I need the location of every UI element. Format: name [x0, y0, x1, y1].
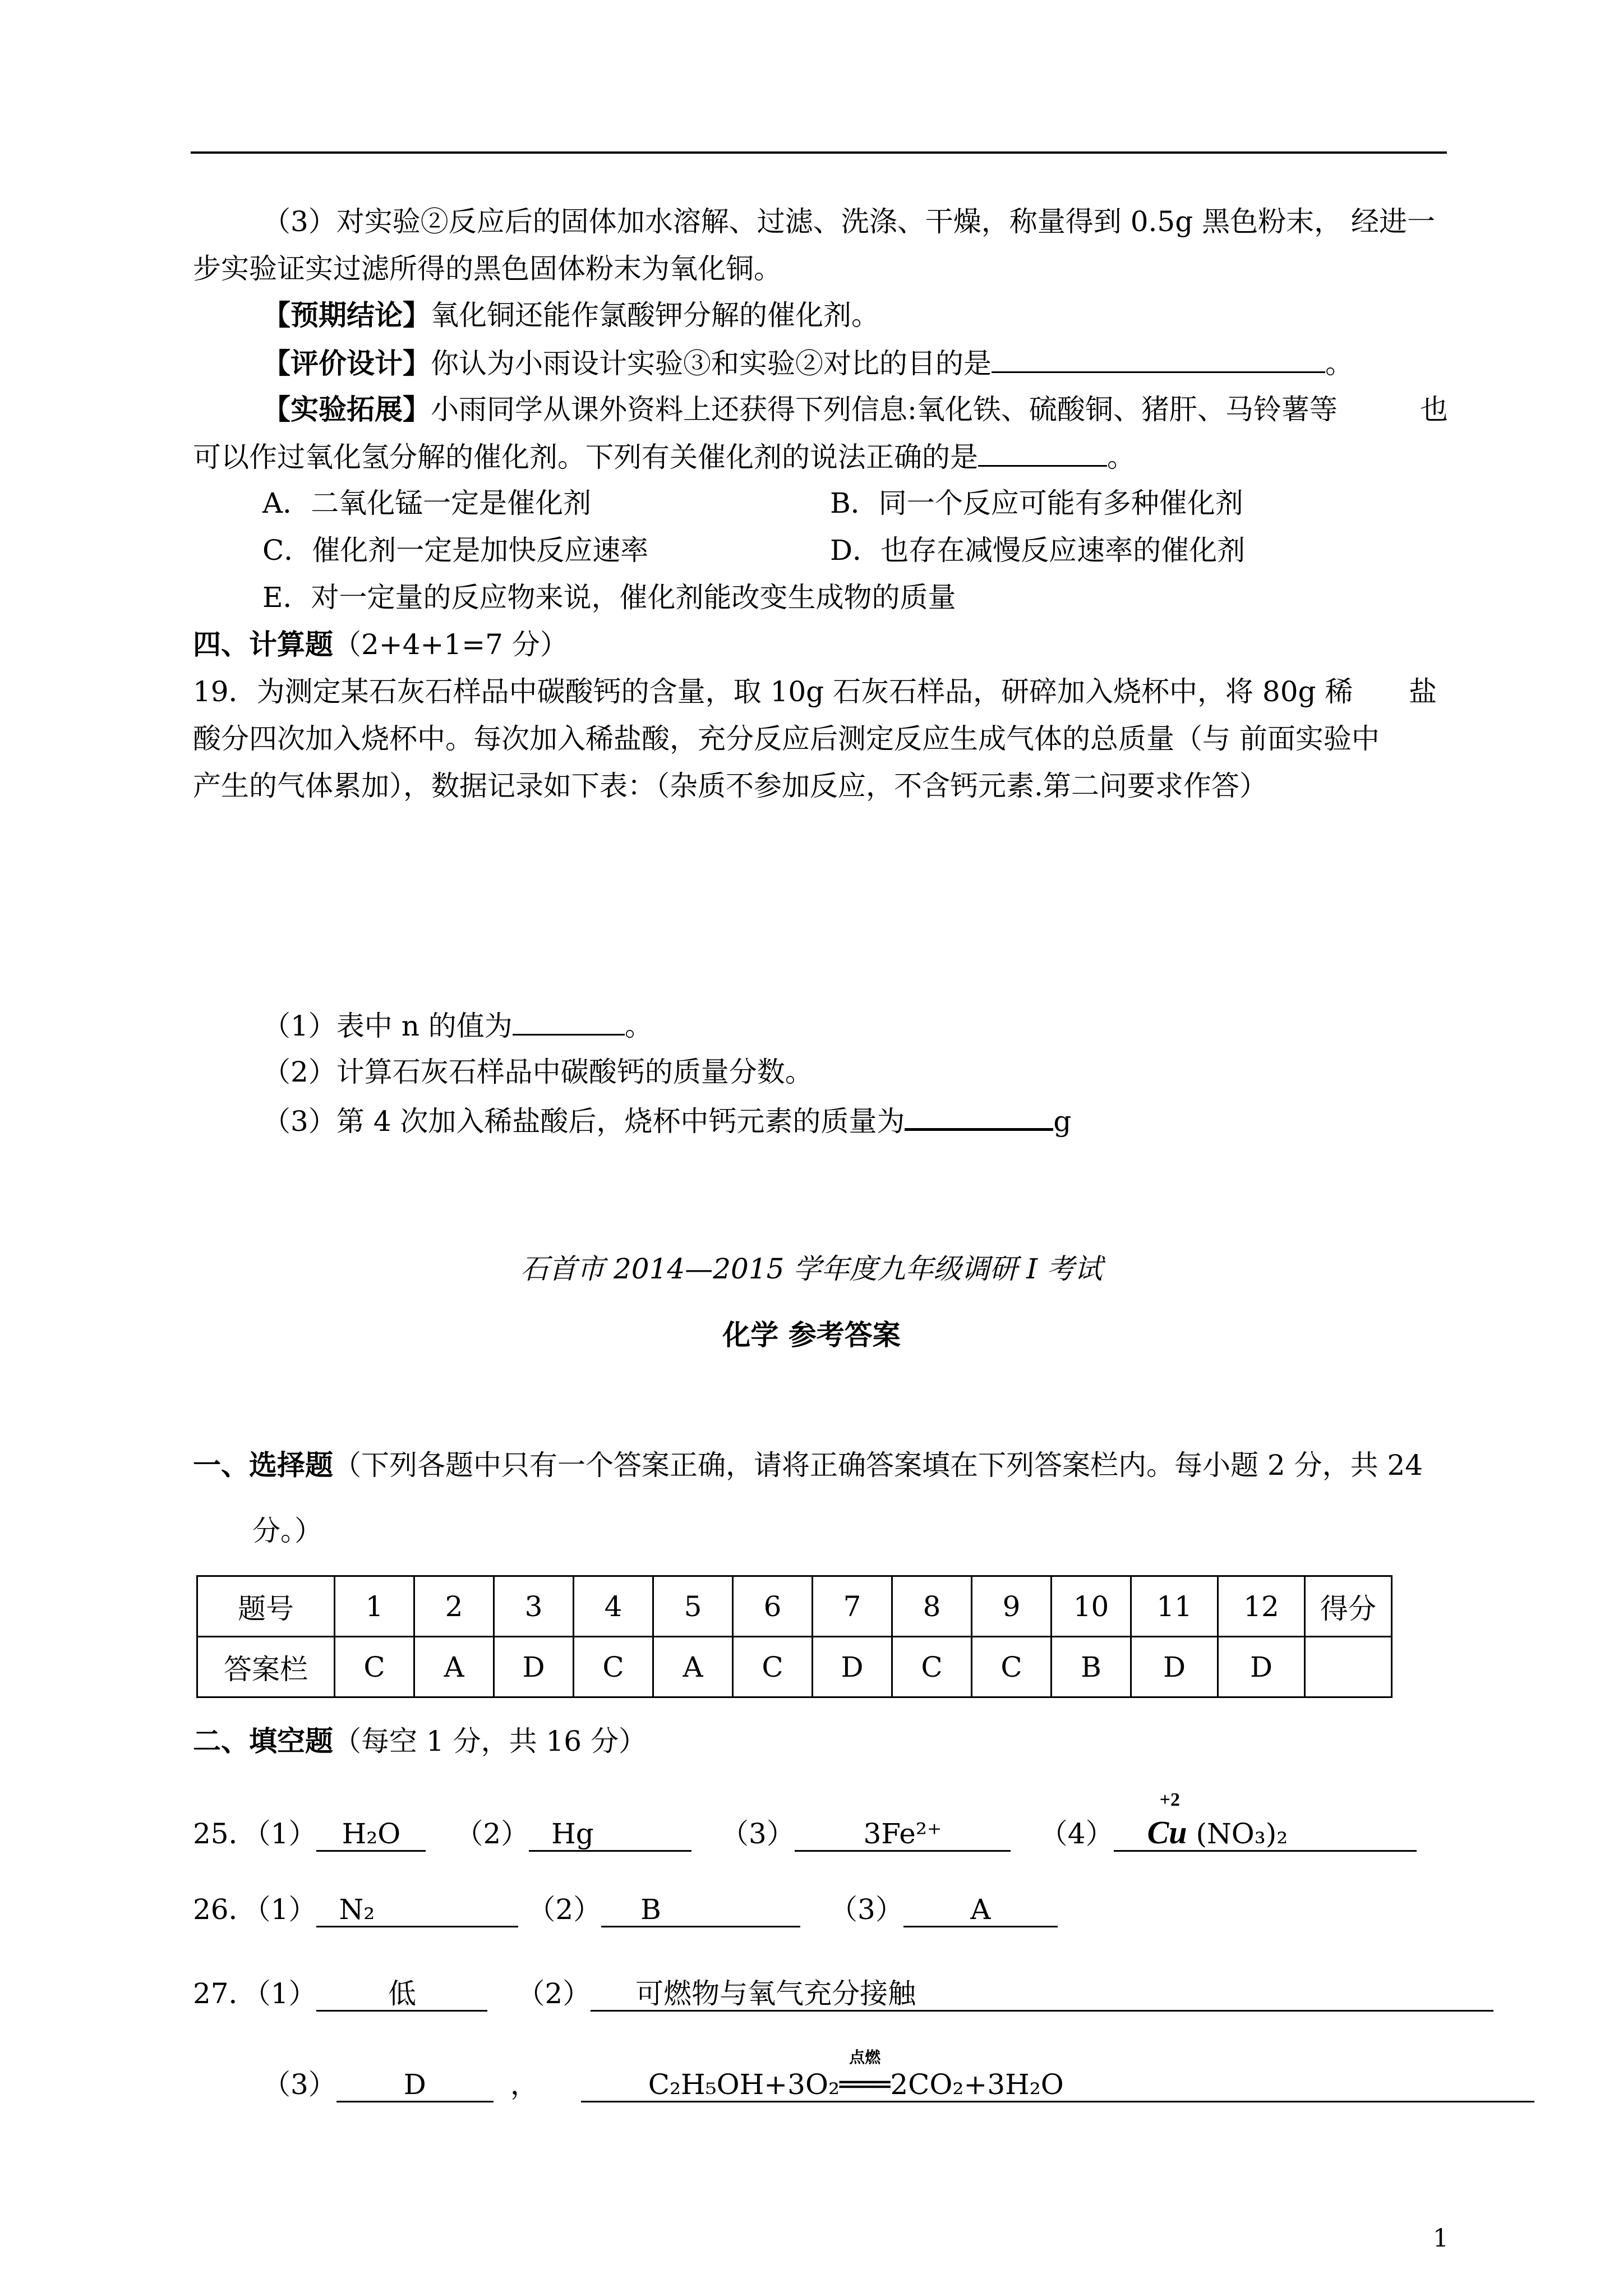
q25-answer2: Hg	[529, 1818, 691, 1852]
exam-title: 石首市 2014—2015 学年度九年级调研 I 考试	[520, 1253, 1103, 1285]
ext-line2	[193, 438, 1135, 475]
table-cell: 2	[414, 1576, 494, 1637]
s1-line1	[193, 1447, 1423, 1483]
sub2-line: （2）计算石灰石样品中碳酸钙的质量分数。	[262, 1056, 813, 1088]
q25-part4: （4）	[1039, 1818, 1114, 1850]
table-cell: B	[1052, 1637, 1131, 1697]
table-cell: 9	[972, 1576, 1052, 1637]
ext-line2-text: 可以作过氧化氢分解的催化剂。下列有关催化剂的说法正确的是	[193, 441, 978, 473]
table-cell: 1	[335, 1576, 414, 1637]
table-header-label: 题号	[197, 1576, 335, 1637]
q27-line2	[262, 2048, 1534, 2102]
table-cell: 4	[574, 1576, 653, 1637]
option-b: B．同一个反应可能有多种催化剂	[830, 487, 1243, 519]
q25-answer1: H₂O	[316, 1818, 426, 1852]
q26-answer3: A	[903, 1893, 1058, 1927]
q27-answer1: 低	[316, 1977, 487, 2012]
sub1-blank[interactable]	[513, 1007, 625, 1036]
header-rule	[191, 151, 1447, 154]
table-cell: C	[972, 1637, 1052, 1697]
q27-equation	[581, 2048, 1534, 2102]
table-cell: C	[335, 1637, 414, 1697]
p3-line2: 步实验证实过滤所得的黑色固体粉末为氧化铜。	[193, 252, 782, 285]
ext-line2-end: 。	[1107, 441, 1135, 473]
q25-part3: （3）	[721, 1818, 795, 1850]
calc-heading-bold: 四、计算题	[193, 628, 333, 661]
table-row-numbers	[197, 1576, 1392, 1637]
q25-number: 25．	[193, 1818, 257, 1850]
s2-rest: （每空 1 分，共 16 分）	[333, 1725, 647, 1757]
table-cell: 11	[1131, 1576, 1218, 1637]
q26-answer2: B	[601, 1893, 800, 1927]
q25-answer4-rest: (NO₃)₂	[1196, 1818, 1288, 1850]
q27-eq-left: C₂H₅OH+3O₂	[648, 2068, 840, 2101]
sub3-text: （3）第 4 次加入稀盐酸后，烧杯中钙元素的质量为	[262, 1105, 905, 1138]
table-answer-label: 答案栏	[197, 1637, 335, 1697]
option-a: A．二氧化锰一定是催化剂	[262, 487, 592, 519]
table-cell: A	[653, 1637, 733, 1697]
calc-heading-rest: （2+4+1=7 分）	[333, 628, 568, 661]
q25-answer3: 3Fe²⁺	[795, 1818, 1011, 1852]
table-cell: C	[892, 1637, 972, 1697]
q25-part1: （1）	[256, 1818, 317, 1850]
table-cell: C	[733, 1637, 813, 1697]
q25-charge: +2	[1159, 1789, 1180, 1810]
q27-line1	[193, 1976, 1493, 2012]
calc-heading	[193, 627, 568, 662]
q26-line	[193, 1892, 1058, 1927]
answer-table	[196, 1575, 1393, 1698]
q19-line1-tail: 盐	[1409, 675, 1437, 708]
q25-answer4	[1114, 1789, 1417, 1852]
q27-answer2: 可燃物与氧气充分接触	[591, 1977, 1493, 2012]
table-cell: 7	[813, 1576, 892, 1637]
eval-end: 。	[1325, 347, 1353, 380]
table-score-cell[interactable]	[1305, 1637, 1392, 1697]
page-number: 1	[1433, 2224, 1449, 2253]
table-cell: 3	[494, 1576, 574, 1637]
q25-elem: Cu	[1147, 1814, 1187, 1851]
q26-part2: （2）	[527, 1893, 602, 1926]
q27-eq-condition: 点燃	[849, 2048, 881, 2067]
table-cell: 6	[733, 1576, 813, 1637]
sub3-blank[interactable]	[905, 1101, 1053, 1131]
eval-text: 你认为小雨设计实验③和实验②对比的目的是	[431, 347, 992, 380]
s1-rest: （下列各题中只有一个答案正确，请将正确答案填在下列答案栏内。每小题 2 分，共 24	[333, 1449, 1423, 1481]
q25-part2: （2）	[455, 1818, 529, 1850]
s1-line2: 分。）	[252, 1515, 322, 1547]
q19-line3: 产生的气体累加），数据记录如下表：（杂质不参加反应，不含钙元素.第二问要求作答）	[193, 770, 1267, 802]
sub1-end: 。	[624, 1010, 653, 1042]
table-cell: D	[1218, 1637, 1305, 1697]
table-cell: 10	[1052, 1576, 1131, 1637]
table-cell: D	[813, 1637, 892, 1697]
q27-comma: ，	[510, 2068, 538, 2101]
answer-subtitle: 化学 参考答案	[722, 1318, 901, 1351]
q27-eq-right: 2CO₂+3H₂O	[890, 2068, 1064, 2101]
q19-line2: 酸分四次加入烧杯中。每次加入稀盐酸，充分反应后测定反应生成气体的总质量（与 前面实验中	[193, 723, 1380, 755]
sub1-line	[262, 1007, 653, 1044]
q26-answer1: N₂	[316, 1893, 518, 1927]
p3-line1: （3）对实验②反应后的固体加水溶解、过滤、洗涤、干燥，称量得到 0.5g 黑色粉末， 经进一	[262, 205, 1436, 238]
q25-answer4-element	[1147, 1789, 1187, 1851]
table-cell: D	[494, 1637, 574, 1697]
s1-bold: 一、选择题	[193, 1448, 333, 1481]
conclusion-text: 氧化铜还能作氯酸钾分解的催化剂。	[431, 299, 879, 332]
q19-line1: 19．为测定某石灰石样品中碳酸钙的含量，取 10g 石灰石样品，研碎加入烧杯中，将 80g 稀	[193, 675, 1353, 708]
ext-text-tail: 也	[1420, 393, 1448, 426]
eval-label: 【评价设计】	[262, 347, 431, 380]
table-cell: 8	[892, 1576, 972, 1637]
table-cell: 5	[653, 1576, 733, 1637]
q27-part1: （1）	[256, 1977, 317, 2010]
s2-bold: 二、填空题	[193, 1724, 333, 1757]
ext-text: 小雨同学从课外资料上还获得下列信息:氧化铁、硫酸铜、猪肝、马铃薯等	[431, 393, 1338, 426]
table-cell: A	[414, 1637, 494, 1697]
ext-line1	[262, 392, 1338, 427]
q27-eq-arrow: 点燃 ═══	[840, 2068, 890, 2101]
q25-line	[193, 1789, 1417, 1852]
sub3-line	[262, 1101, 1071, 1139]
sub1-text: （1）表中 n 的值为	[262, 1010, 513, 1042]
q27-part2: （2）	[517, 1977, 591, 2010]
sub3-end: g	[1053, 1105, 1072, 1138]
eval-blank[interactable]	[992, 344, 1325, 373]
ext-label: 【实验拓展】	[262, 393, 431, 426]
option-c: C．催化剂一定是加快反应速率	[262, 534, 649, 567]
table-row-answers	[197, 1637, 1392, 1697]
option-e: E．对一定量的反应物来说，催化剂能改变生成物的质量	[262, 581, 956, 614]
conclusion-label: 【预期结论】	[262, 298, 431, 332]
q26-number: 26．	[193, 1893, 257, 1926]
s2-heading	[193, 1723, 647, 1759]
table-score-label: 得分	[1305, 1576, 1392, 1637]
conclusion-line	[262, 297, 879, 333]
option-d: D．也存在减慢反应速率的催化剂	[830, 534, 1246, 567]
q27-number: 27．	[193, 1977, 257, 2010]
table-cell: C	[574, 1637, 653, 1697]
q26-part1: （1）	[256, 1893, 317, 1926]
q27-part3: （3）	[262, 2068, 336, 2101]
q27-answer3: D	[336, 2068, 494, 2102]
ext-blank[interactable]	[978, 438, 1107, 467]
table-cell: 12	[1218, 1576, 1305, 1637]
table-cell: D	[1131, 1637, 1218, 1697]
eval-line	[262, 344, 1353, 381]
q26-part3: （3）	[829, 1893, 903, 1926]
